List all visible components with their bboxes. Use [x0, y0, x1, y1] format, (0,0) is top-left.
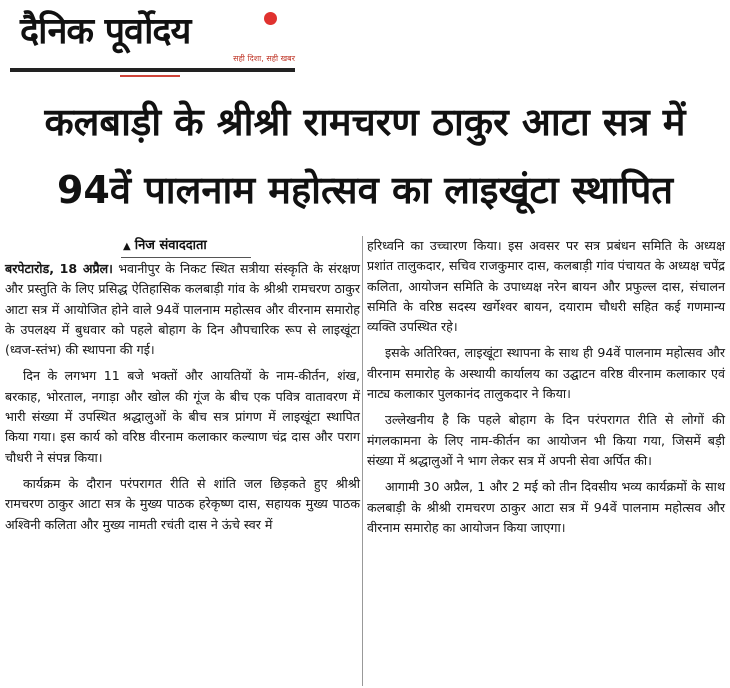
paragraph-text: भवानीपुर के निकट स्थित सत्रीया संस्कृति के संरक्षण और प्रस्तुति के लिए प्रसिद्ध ऐतिहासिक कलबाड़ी गांव के श्रीश्री रामचरण ठाकुर आटा सत्र में आयोजित होने वाले 94वें पालनाम महोत्सव और वीरनाम समारोह के उपलक्ष्य में बुधवार को पहले बोहाग के दिन औपचारिक रूप से लाइखूंटा (ध्वज-स्तंभ) की स्थापना की गई।: [5, 261, 360, 358]
newspaper-logo: दैनिक पूर्वोदय: [20, 11, 191, 52]
masthead: [10, 6, 295, 72]
paragraph: कार्यक्रम के दौरान परंपरागत रीति से शांति जल छिड़कते हुए श्रीश्री रामचरण ठाकुर आटा सत्र के मुख्य पाठक हरेकृष्ण दास, सहायक मुख्य पाठक अश्विनी कलिता और मुख्य नामती रचंती दास ने ऊंचे स्वर में: [5, 475, 360, 532]
logo-accent-dot: [264, 12, 277, 25]
paragraph: आगामी 30 अप्रैल, 1 और 2 मई को तीन दिवसीय भव्य कार्यक्रमों के साथ कलबाड़ी के श्रीश्री रामचरण ठाकुर आटा सत्र में 94वें पालनाम महोत्सव और वीरनाम समारोह का आयोजन किया जाएगा।: [367, 479, 725, 535]
paragraph: इसके अतिरिक्त, लाइखूंटा स्थापना के साथ ही 94वें पालनाम महोत्सव और वीरनाम समारोह के अस्थायी कार्यालय का उद्घाटन वरिष्ठ वीरनाम कलाकार एवं नाट्य कलाकार पुलकानंद तालुकदार ने किया।: [367, 345, 725, 402]
paragraph: उल्लेखनीय है कि पहले बोहाग के दिन परंपरागत रीति से लोगों की मंगलकामना के लिए नाम-कीर्तन का आयोजन भी किया गया, जिसमें बड़ी संख्या में श्रद्धालुओं ने भाग लेकर सत्र में अपनी सेवा अर्पित की।: [367, 412, 725, 468]
headline-line-2: 94वें पालनाम महोत्सव का लाइखूंटा स्थापित: [56, 168, 674, 212]
masthead-tagline: सही दिशा, सही खबर: [233, 54, 295, 63]
paragraph: [5, 259, 360, 360]
paragraph: दिन के लगभग 11 बजे भक्तों और आयतियों के नाम-कीर्तन, शंख, बरकाह, भोरताल, नगाड़ा और खोल की गूंज के बीच एक पवित्र वातावरण में भारी संख्या में उपस्थित श्रद्धालुओं के बीच सत्र प्रांगण में लाइखूंटा स्थापित किया गया। इस कार्य को वरिष्ठ वीरनाम कलाकार कल्याण चंद्र दास और पराग चौधरी ने संपन्न किया।: [5, 368, 360, 465]
column-divider: [362, 236, 363, 686]
dateline: बरपेटारोड, 18 अप्रैल।: [5, 261, 113, 276]
headline-line-1: कलबाड़ी के श्रीश्री रामचरण ठाकुर आटा सत्र में: [44, 100, 686, 144]
byline-triangle-icon: ▲: [123, 241, 131, 252]
masthead-rule: [10, 68, 295, 72]
byline-rule: [121, 257, 251, 258]
masthead-accent-rule: [120, 75, 180, 77]
byline: [5, 236, 360, 257]
article-column-right: [367, 236, 725, 544]
paragraph: हरिध्वनि का उच्चारण किया। इस अवसर पर सत्र प्रबंधन समिति के अध्यक्ष प्रशांत तालुकदार, सचिव राजकुमार दास, कलबाड़ी गांव पंचायत के अध्यक्ष चपेंद्र कलिता, आयोजन समिति के उपाध्यक्ष नरेन बायन और प्रफुल्ल दास, संचालन समिति के वरिष्ठ सदस्य खर्गेश्वर बायन, दयाराम चौधरी सहित कई गणमान्य व्यक्ति उपस्थित रहे।: [367, 238, 725, 335]
byline-text: निज संवाददाता: [134, 238, 207, 253]
article-column-left: [5, 236, 360, 541]
